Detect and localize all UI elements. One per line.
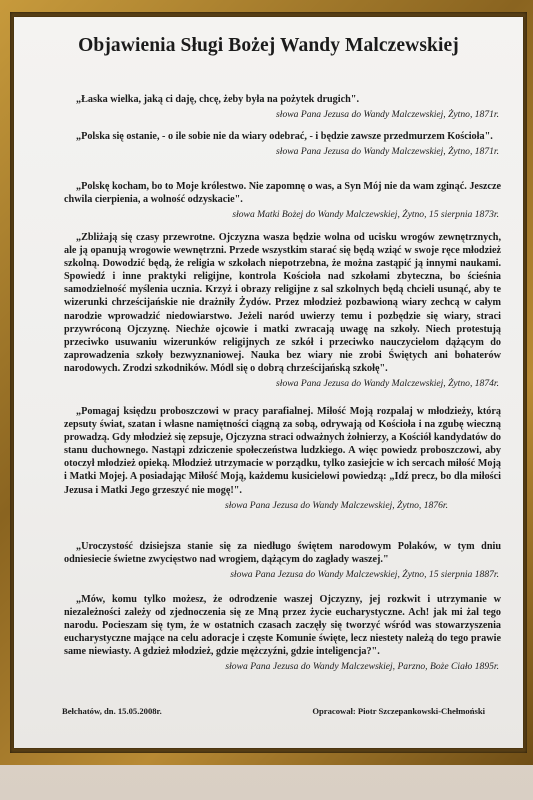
quote-text: „Pomagaj księdzu proboszczowi w pracy parafialnej. Miłość Moją rozpalaj w młodzieży, którą zepsuty świat, szatan i własne namiętności ciągną za sobą, odrywają od Kościoła i na zgubę wieczną prowadzą. Gdy młodzież się zepsuje, Ojczyzna straci odważnych żołnierzy, a Kościół kandydatów do stanu duchownego. Nastąpi zdziczenie społeczeństwa ludzkiego. A więc powiedz proboszczowi, aby otoczył młodzież opieką. Młodzież utrzymacie w porządku, tylko zasiejcie w ich sercach miłość Moją i Matki Mojej. A posiadając Miłość Moją, każdemu kusicielowi powiedzą: „Idź precz, bo dla miłości Jezusa i Matki Jego grzeszyć nie mogę!". (64, 406, 501, 496)
quote-text: „Łaska wielka, jaką ci daję, chcę, żeby była na pożytek drugich". (76, 94, 359, 105)
quote-block-7 (64, 593, 501, 674)
quote-block-3 (64, 180, 501, 221)
quote-block-4 (64, 231, 501, 390)
quote-source: słowa Pana Jezusa do Wandy Malczewskiej, Żytno, 1871r. (276, 146, 499, 158)
quote-text: „Mów, komu tylko możesz, że odrodzenie waszej Ojczyzny, jej rozkwit i utrzymanie w niezależności zależy od zjednoczenia się ze Mną przez życie eucharystyczne. Ach! jak mi żal tego narodu. Pocieszam się tym, że w ostatnich czasach zaczęły się tworzyć wśród was stowarzyszenia eucharystyczne mające na celu adoracje i częste Komunie święte, lecz niestety należą do tego prawie same niewiasty. A gdzież młodzież, gdzie mężczyźni, gdzie inteligencja?". (64, 594, 501, 658)
quote-source: słowa Pana Jezusa do Wandy Malczewskiej, Parzno, Boże Ciało 1895r. (225, 661, 499, 673)
quote-text: „Zbliżają się czasy przewrotne. Ojczyzna wasza będzie wolna od ucisku wrogów zewnętrznych, ale ją opanują wrogowie wewnętrzni. Przede wszystkim starać się będą wziąć w swoje ręce młodzież szkolną. Dowodzić będą, że religia w szkołach niepotrzebna, że można zastąpić ją innymi naukami. Spowiedź i inne praktyki religijne, kontrola Kościoła nad szkołami zbyteczna, bo ścieśnia samodzielność myślenia ucznia. Krzyż i obrazy religijne z sal szkolnych będą chcieli usunąć, aby te wizerunki chrześcijańskie nie drażniły Żydów. Przez młodzież pozbawioną wiary zechcą w całym narodzie wprowadzić niedowiarstwo. Jeżeli naród uwierzy temu i pozbędzie się wiary, straci przywróconą Ojczyznę. Niechże ojcowie i matki zwracają uwagę na szkoły. Niech protestują przeciwko usuwaniu wizerunków religijnych ze szkół i przeciwko nauczycielom dążącym do zaprowadzenia szkoły bezwyznaniowej. Nauka bez wiary nie zrobi Świętych ani bohaterów narodowych. Zrodzi szkodników. Módl się o dobrą chrześcijańską szkołę". (64, 232, 501, 374)
quote-block-2 (64, 130, 501, 158)
quote-block-6 (64, 540, 501, 581)
document-title: Objawienia Sługi Bożej Wandy Malczewskiej (78, 35, 459, 56)
quote-text: „Polska się ostanie, - o ile sobie nie da wiary odebrać, - i będzie zawsze przedmurzem Kościoła". (76, 131, 493, 142)
quote-source: słowa Matki Bożej do Wandy Malczewskiej, Żytno, 15 sierpnia 1873r. (232, 209, 499, 221)
quote-source: słowa Pana Jezusa do Wandy Malczewskiej, Żytno, 1871r. (276, 109, 499, 121)
quote-block-1 (64, 93, 501, 121)
quote-text: „Uroczystość dzisiejsza stanie się za niedługo świętem narodowym Polaków, w tym dniu odniesiecie świetne zwycięstwo nad wrogiem, dążącym do zagłady waszej." (64, 541, 501, 566)
quote-source: słowa Pana Jezusa do Wandy Malczewskiej, Żytno, 1874r. (276, 378, 499, 390)
footer-author: Opracował: Piotr Szczepankowski-Chełmoński (312, 706, 485, 716)
framed-document (14, 17, 523, 748)
footer-place-date: Bełchatów, dn. 15.05.2008r. (62, 706, 162, 716)
quote-source: słowa Pana Jezusa do Wandy Malczewskiej, Żytno, 1876r. (225, 499, 448, 511)
quote-source: słowa Pana Jezusa do Wandy Malczewskiej, Żytno, 15 sierpnia 1887r. (230, 569, 499, 581)
quote-text: „Polskę kocham, bo to Moje królestwo. Nie zapomnę o was, a Syn Mój nie da wam zginąć. Jeszcze chwila cierpienia, a wolność odzyskacie". (64, 181, 501, 206)
quote-block-5 (64, 405, 501, 512)
